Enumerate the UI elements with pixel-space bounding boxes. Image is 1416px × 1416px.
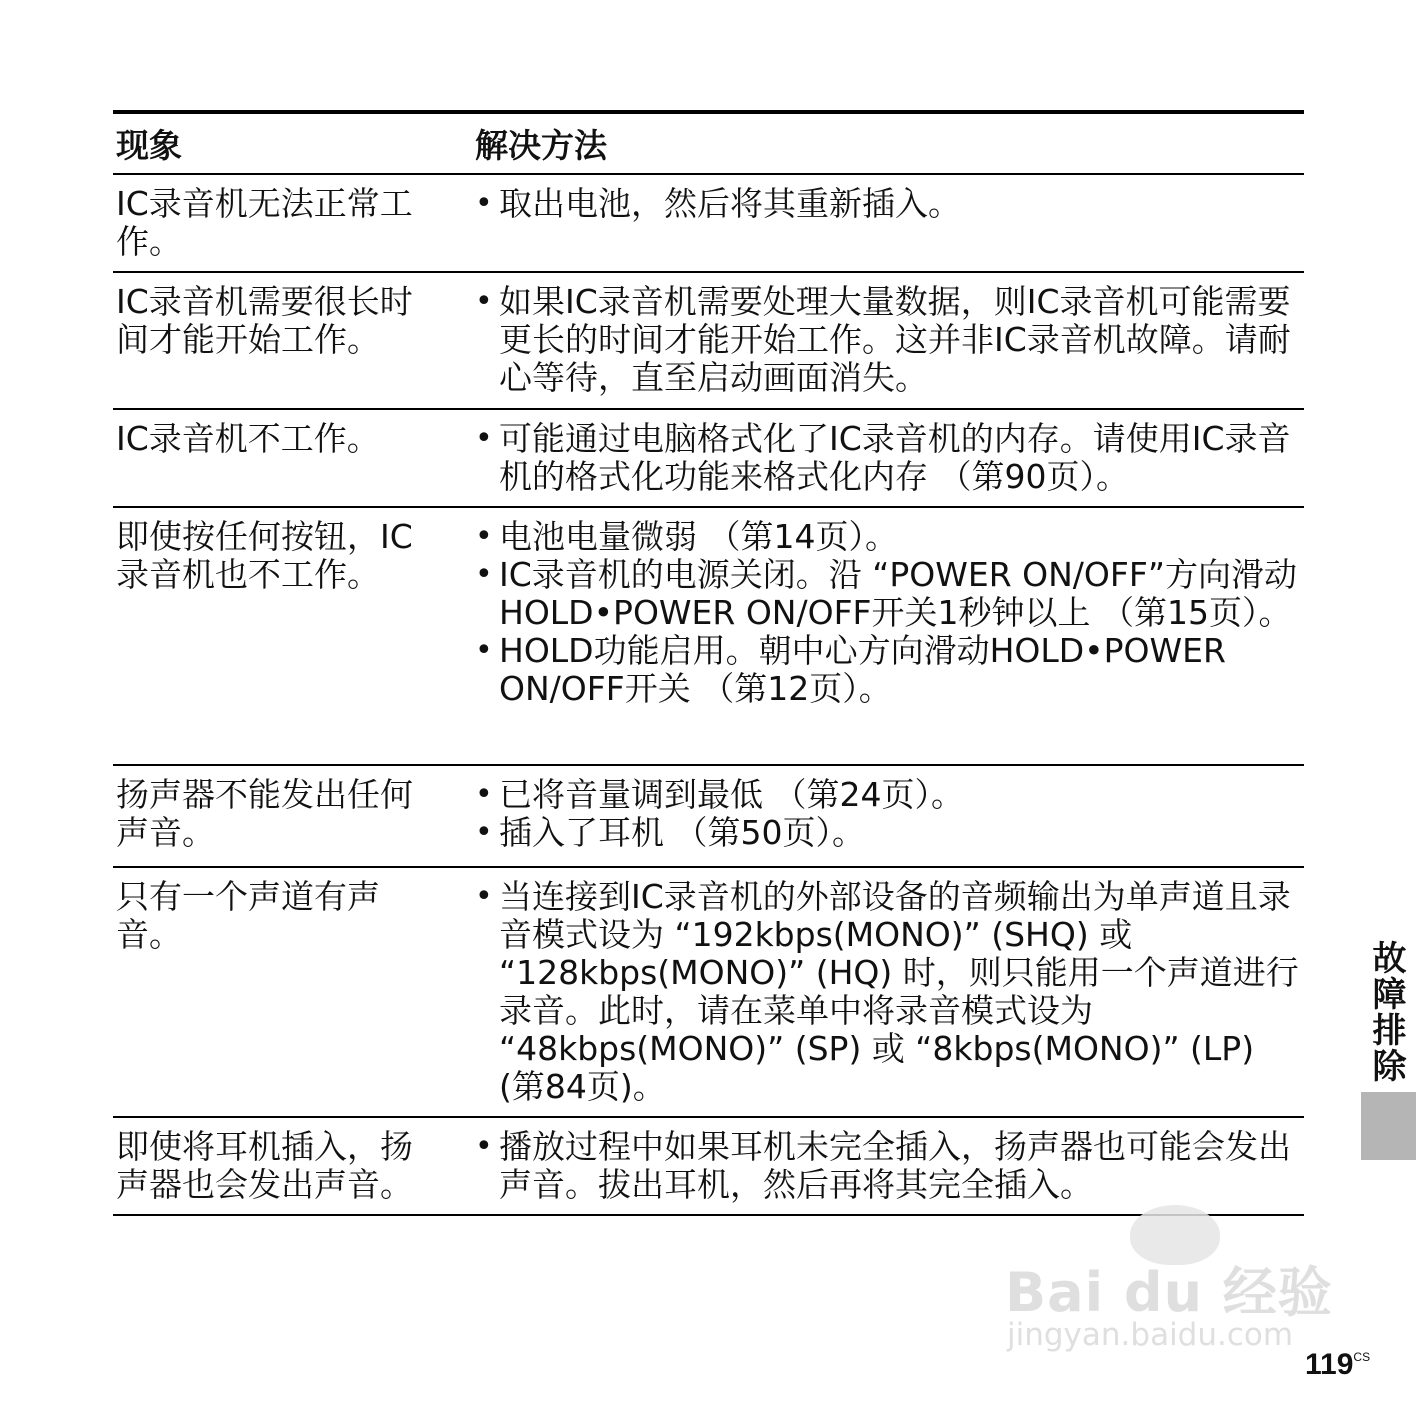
page-suffix: CS xyxy=(1353,1350,1371,1364)
watermark-url: jingyan.baidu.com xyxy=(1007,1317,1294,1353)
solution-item: • 如果IC录音机需要处理大量数据，则IC录音机可能需要更长的时间才能开始工作。这并非IC录音机故障。请耐心等待，直至启动画面消失。 xyxy=(475,283,1304,397)
header-solution: 解决方法 xyxy=(475,126,607,165)
section-tab-marker xyxy=(1361,1092,1416,1160)
symptom-line: IC录音机无法正常工 xyxy=(116,184,413,223)
table-row xyxy=(113,508,1304,766)
symptom-line: 声器也会发出声音。 xyxy=(116,1165,413,1204)
table-row xyxy=(113,410,1304,508)
solution-item: • 插入了耳机 （第50页）。 xyxy=(475,814,1304,852)
table-row xyxy=(113,175,1304,273)
table-row xyxy=(113,766,1304,868)
watermark-text: Bai du 经验 xyxy=(1005,1261,1333,1324)
solution-item: • 当连接到IC录音机的外部设备的音频输出为单声道且录音模式设为 “192kbps(MONO)” (SHQ) 或 “128kbps(MONO)” (HQ) 时，则只能用一个声道进行录音。此时，请在菜单中将录音模式设为 “48kbps(MONO)” (SP) 或 “8kbps(MONO)” (LP) (第84页)。 xyxy=(475,878,1304,1106)
section-label: 故障排除 xyxy=(1366,940,1406,1084)
page-number-value: 119 xyxy=(1305,1348,1354,1381)
symptom-line: 间才能开始工作。 xyxy=(116,320,380,359)
symptom-line: 声音。 xyxy=(116,813,215,852)
solution-item: • 可能通过电脑格式化了IC录音机的内存。请使用IC录音机的格式化功能来格式化内存 （第90页）。 xyxy=(475,420,1304,496)
solution-cell xyxy=(475,410,1304,506)
section-side-tab xyxy=(1361,940,1416,1160)
solution-item: • 电池电量微弱 （第14页）。 xyxy=(475,518,1304,556)
symptom-line: 录音机也不工作。 xyxy=(116,555,380,594)
solution-item: • 取出电池，然后将其重新插入。 xyxy=(475,185,1304,223)
symptom-line: IC录音机不工作。 xyxy=(116,419,380,458)
symptom-cell xyxy=(113,508,475,764)
symptom-line: IC录音机需要很长时 xyxy=(116,282,413,321)
symptom-line: 音。 xyxy=(116,915,182,954)
solution-item: • IC录音机的电源关闭。沿 “POWER ON/OFF”方向滑动HOLD•POWER ON/OFF开关1秒钟以上 （第15页）。 xyxy=(475,556,1304,632)
symptom-cell xyxy=(113,273,475,408)
symptom-line: 扬声器不能发出任何 xyxy=(116,775,413,814)
symptom-line: 即使按任何按钮，IC xyxy=(116,517,413,556)
solution-cell xyxy=(475,273,1304,408)
troubleshooting-table xyxy=(113,110,1304,1216)
symptom-line: 即使将耳机插入，扬 xyxy=(116,1127,413,1166)
symptom-cell xyxy=(113,410,475,506)
solution-item: • 播放过程中如果耳机未完全插入，扬声器也可能会发出声音。拔出耳机，然后再将其完全插入。 xyxy=(475,1128,1304,1204)
symptom-cell xyxy=(113,1118,475,1214)
table-row xyxy=(113,1118,1304,1216)
solution-item: • HOLD功能启用。朝中心方向滑动HOLD•POWER ON/OFF开关 （第12页）。 xyxy=(475,632,1304,708)
solution-cell xyxy=(475,766,1304,866)
table-header xyxy=(113,114,1304,175)
solution-cell xyxy=(475,1118,1304,1214)
table-row xyxy=(113,868,1304,1118)
symptom-cell xyxy=(113,766,475,866)
solution-item: • 已将音量调到最低 （第24页）。 xyxy=(475,776,1304,814)
solution-cell xyxy=(475,868,1304,1116)
solution-cell xyxy=(475,175,1304,271)
baidu-watermark xyxy=(1005,1205,1335,1365)
symptom-line: 只有一个声道有声 xyxy=(116,877,380,916)
solution-cell xyxy=(475,508,1304,764)
symptom-cell xyxy=(113,868,475,1116)
table-row xyxy=(113,273,1304,410)
symptom-line: 作。 xyxy=(116,222,182,261)
symptom-cell xyxy=(113,175,475,271)
page-number xyxy=(1305,1348,1370,1382)
header-symptom: 现象 xyxy=(116,126,182,165)
